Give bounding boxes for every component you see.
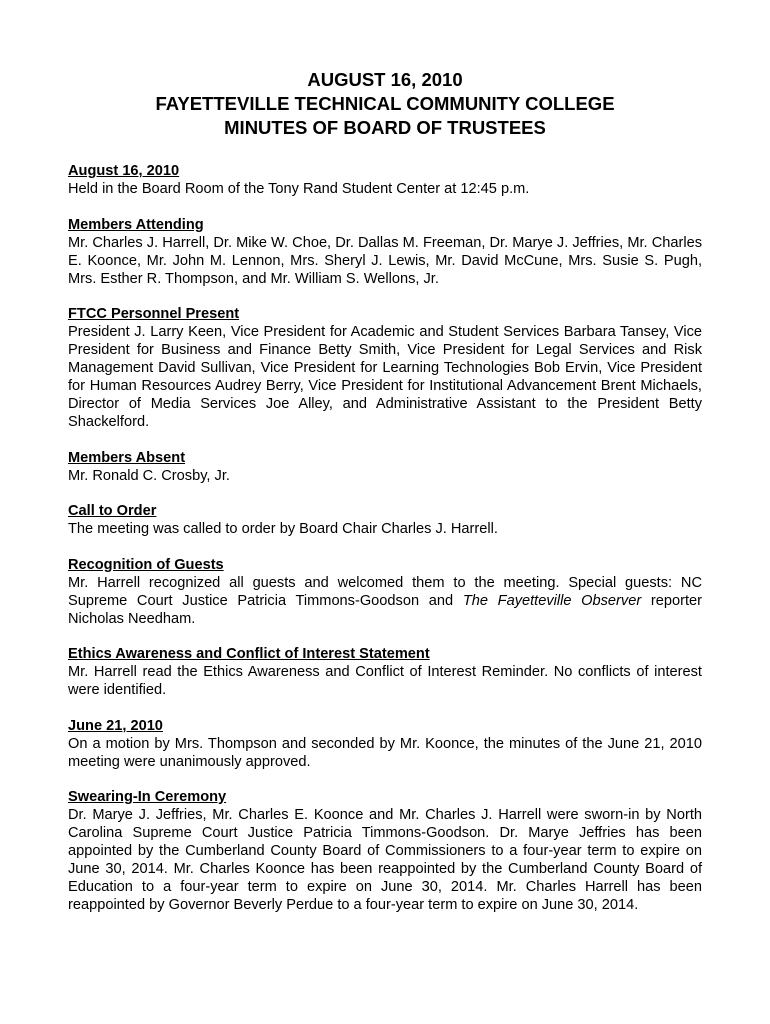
section-text: [68, 574, 702, 628]
section-heading: Call to Order: [68, 503, 157, 519]
section-heading: FTCC Personnel Present: [68, 306, 240, 322]
guests-text-after: reporter Nicholas Needham.: [68, 592, 702, 627]
section-personnel-present: [68, 305, 702, 431]
section-heading: June 21, 2010: [68, 717, 163, 734]
section-members-absent: [68, 449, 702, 485]
section-text: Mr. Charles J. Harrell, Dr. Mike W. Choe, Dr. Dallas M. Freeman, Dr. Marye J. Jeffries, Mr. Charles E. Koonce, Mr. John M. Lennon, Mrs. Sheryl J. Lewis, Mr. David McCune, Mrs. Susie S. Pugh, Mrs. Esther R. Thompson, and Mr. William S. Wellons, Jr.: [68, 234, 702, 287]
section-text: The meeting was called to order by Board Chair Charles J. Harrell.: [68, 521, 498, 537]
title-document-type: MINUTES OF BOARD OF TRUSTEES: [224, 117, 546, 138]
section-heading: Swearing-In Ceremony: [68, 789, 227, 805]
document-title: [68, 68, 702, 140]
section-heading: Recognition of Guests: [68, 556, 224, 573]
section-june-minutes: [68, 717, 702, 771]
section-heading: August 16, 2010: [68, 163, 180, 179]
section-text: On a motion by Mrs. Thompson and seconded by Mr. Koonce, the minutes of the June 21, 2010 meeting were unanimously approved.: [68, 735, 702, 770]
section-text: Mr. Harrell read the Ethics Awareness and Conflict of Interest Reminder. No conflicts of interest were identified.: [68, 664, 702, 698]
section-date: [68, 162, 702, 198]
newspaper-name: The Fayetteville Observer: [462, 592, 642, 609]
section-text: Held in the Board Room of the Tony Rand Student Center at 12:45 p.m.: [68, 181, 530, 197]
section-swearing-in-ceremony: [68, 788, 702, 914]
section-members-attending: [68, 216, 702, 288]
title-institution: FAYETTEVILLE TECHNICAL COMMUNITY COLLEGE: [155, 93, 615, 114]
section-ethics-awareness: [68, 645, 702, 699]
section-heading: Members Attending: [68, 216, 204, 233]
title-date: AUGUST 16, 2010: [307, 69, 463, 90]
section-text: Dr. Marye J. Jeffries, Mr. Charles E. Koonce and Mr. Charles J. Harrell were sworn-in by North Carolina Supreme Court Justice Patricia Timmons-Goodson. Dr. Marye Jeffries has been appointed by the Cumberland County Board of Commissioners to a four-year term to expire on June 30, 2014. Mr. Charles Koonce has been reappointed by the Cumberland County Board of Education to a four-year term to expire on June 30, 2014. Mr. Charles Harrell has been reappointed by Governor Beverly Perdue to a four-year term to expire on June 30, 2014.: [68, 807, 702, 913]
section-heading: Members Absent: [68, 449, 186, 466]
section-recognition-of-guests: [68, 556, 702, 628]
section-heading: Ethics Awareness and Conflict of Interest Statement: [68, 646, 430, 662]
section-call-to-order: [68, 502, 702, 538]
section-text: President J. Larry Keen, Vice President for Academic and Student Services Barbara Tansey, Vice President for Business and Finance Betty Smith, Vice President for Legal Services and Risk Management David Sullivan, Vice President for Learning Technologies Bob Ervin, Vice President for Human Resources Audrey Berry, Vice President for Institutional Advancement Brent Michaels, Director of Media Services Joe Alley, and Administrative Assistant to the President Betty Shackelford.: [68, 324, 702, 430]
guests-text-before: Mr. Harrell recognized all guests and welcomed them to the meeting. Special guests: NC Supreme Court Justice Patricia Timmons-Goodson and: [68, 574, 702, 609]
section-text: Mr. Ronald C. Crosby, Jr.: [68, 467, 230, 484]
